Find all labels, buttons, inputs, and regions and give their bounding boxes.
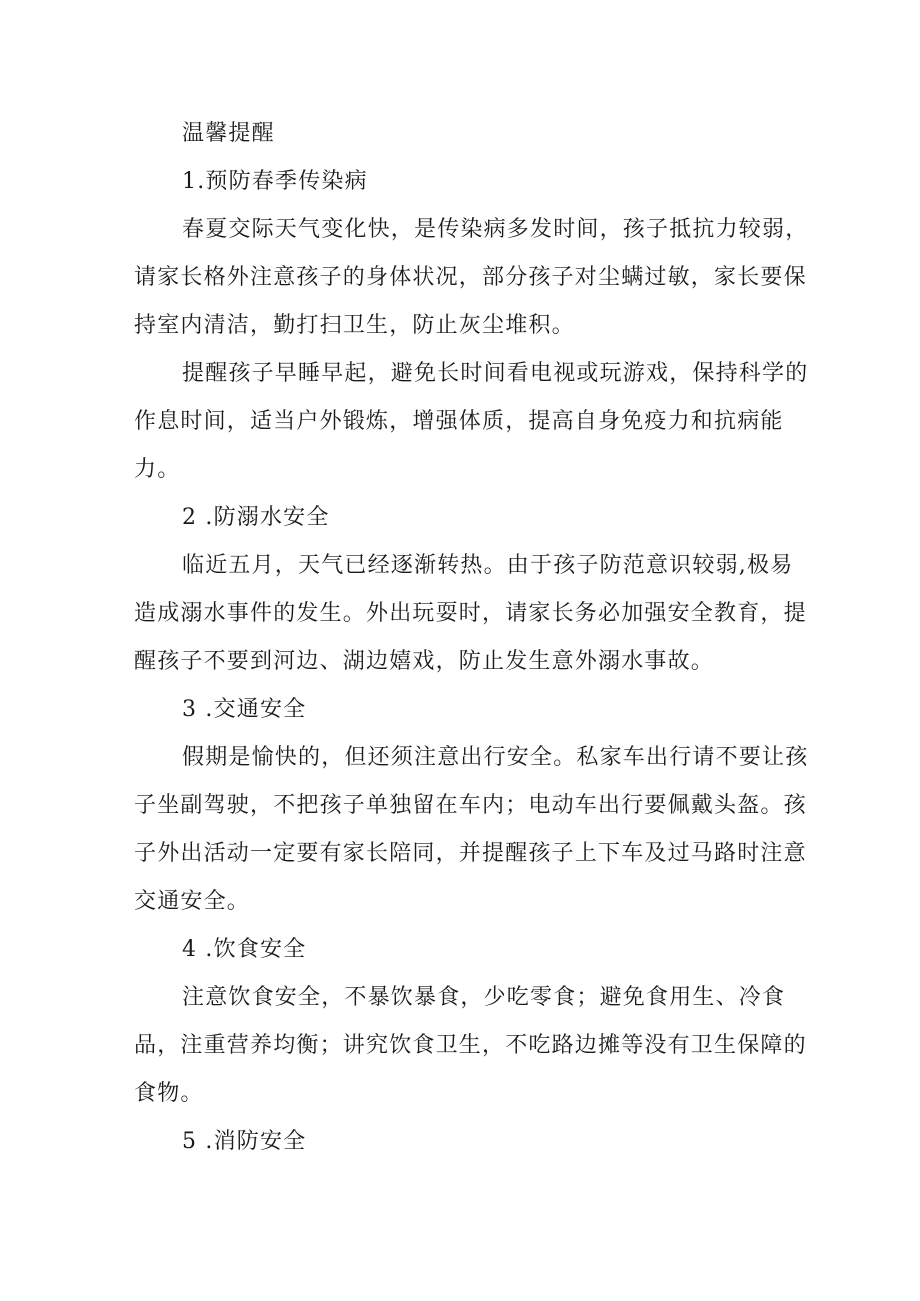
document-title: 温馨提醒 bbox=[182, 121, 275, 146]
section-heading: 5 .消防安全 bbox=[182, 1129, 307, 1154]
body-paragraph: 临近五月，天气已经逐渐转热。由于孩子防范意识较弱,极易造成溺水事件的发生。外出玩耍时，请家长务必加强安全教育，提醒孩子不要到河边、湖边嬉戏，防止发生意外溺水事故。 bbox=[134, 553, 807, 674]
body-paragraph: 春夏交际天气变化快，是传染病多发时间，孩子抵抗力较弱，请家长格外注意孩子的身体状况，部分孩子对尘螨过敏，家长要保持室内清洁，勤打扫卫生，防止灰尘堆积。 bbox=[134, 217, 809, 338]
section-epidemic bbox=[134, 158, 810, 494]
body-paragraph: 假期是愉快的，但还须注意出行安全。私家车出行请不要让孩子坐副驾驶，不把孩子单独留在车内；电动车出行要佩戴头盔。孩子外出活动一定要有家长陪同，并提醒孩子上下车及过马路时注意交通安全。 bbox=[134, 745, 809, 914]
section-heading: 3 .交通安全 bbox=[182, 697, 307, 722]
section-heading: 2 .防溺水安全 bbox=[182, 505, 330, 530]
section-heading: 1.预防春季传染病 bbox=[182, 169, 368, 194]
body-paragraph: 注意饮食安全，不暴饮暴食，少吃零食；避免食用生、冷食品，注重营养均衡；讲究饮食卫生，不吃路边摊等没有卫生保障的食物。 bbox=[134, 985, 807, 1106]
body-paragraph: 提醒孩子早睡早起，避免长时间看电视或玩游戏，保持科学的作息时间，适当户外锻炼，增强体质，提高自身免疫力和抗病能力。 bbox=[134, 361, 809, 482]
section-drowning bbox=[134, 494, 810, 686]
section-food bbox=[134, 926, 810, 1118]
section-fire bbox=[134, 1118, 810, 1166]
section-heading: 4 .饮食安全 bbox=[182, 937, 307, 962]
section-traffic bbox=[134, 686, 810, 926]
